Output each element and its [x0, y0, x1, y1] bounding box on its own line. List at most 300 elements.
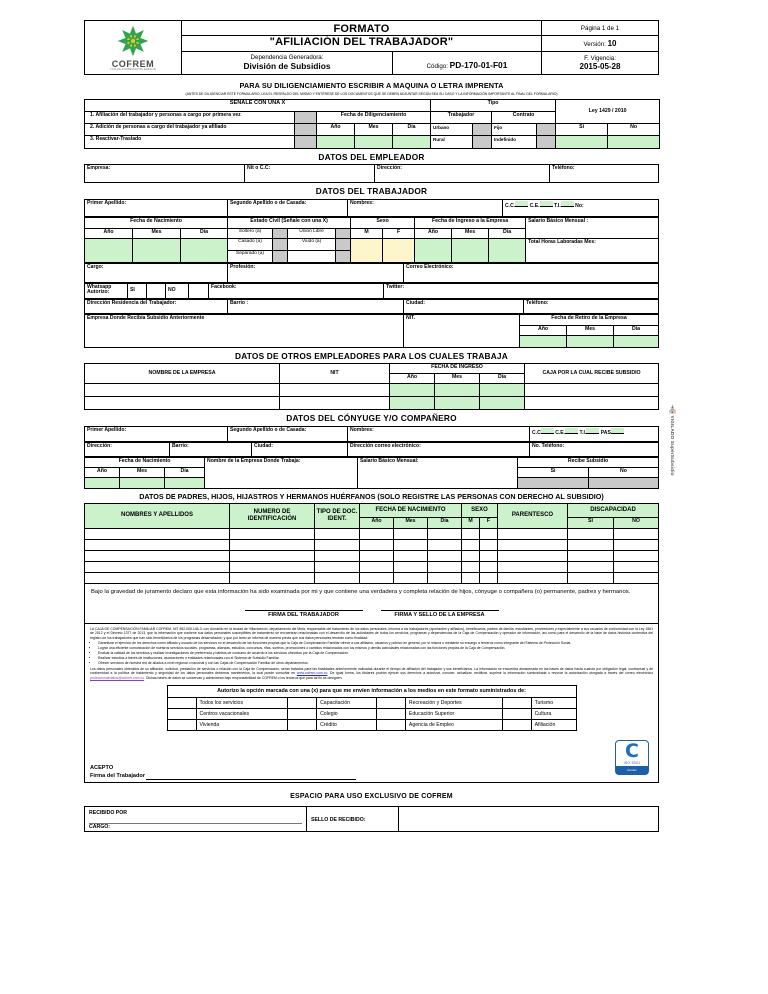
- acepto-block: [90, 765, 653, 781]
- legal-p2-part-a: Los datos personales obtenidos de su afiliación, solicitud, prestación de servicios o relación con la Caja de Compensación, serán tratados para las finalidades anteriormente indicadas durante el tiempo de afiliación del trabajador y sus beneficiarios. La información se encuentra almacenada en las bases de datos hasta cuando por obligación legal, contractual y de conformidad a la política de tratamiento y seguridad de los datos personales debamos mantenerlos, la cual puede consultar en: [90, 666, 653, 676]
- viudo-label: Viudo (a): [288, 238, 336, 250]
- table-row: [167, 708, 576, 719]
- table-row: [85, 540, 659, 551]
- trabajador-profesion-field[interactable]: [228, 263, 404, 282]
- conyuge-primer-apellido-field[interactable]: [85, 426, 228, 441]
- ben-numero-input[interactable]: [230, 573, 315, 584]
- ben-parentesco-input[interactable]: [498, 540, 568, 551]
- ben-no-label: NO: [614, 518, 659, 529]
- document-header: [84, 20, 659, 75]
- autorizo-check-r2c1[interactable]: [167, 708, 196, 719]
- nit-anterior-label: NIT.: [406, 314, 416, 321]
- diligenciamiento-anio-input[interactable]: [317, 135, 355, 148]
- conyuge-nacimiento-table: [84, 457, 659, 489]
- empleador-empresa-label: Empresa:: [87, 165, 111, 171]
- twitter-field[interactable]: [384, 283, 659, 298]
- list-item: • Garantizar el ejercicio de los derechos como afiliado y usuario de los servicios en el desarrollo de las funciones propias que la Caja de Compensación Familiar ofrece a sus afiliados, usuarios y público en general, por sí misma o mediante su encargo a terceros como integrante del Sistema de Protección Social.: [98, 641, 653, 646]
- senale-title: SEÑALE CON UNA X: [85, 99, 431, 111]
- senale-table: [84, 99, 660, 149]
- oe-dia-input[interactable]: [480, 397, 525, 410]
- conyuge-direccion-label: Dirección:: [87, 442, 112, 449]
- autorizo-label-r1c2: Capacitación: [317, 697, 377, 708]
- firma-trabajador-label: FIRMA DEL TRABAJADOR: [268, 611, 339, 618]
- conyuge-doc-pas-check[interactable]: [611, 428, 624, 434]
- table-row: [85, 397, 659, 410]
- conyuge-subsidio-si-check[interactable]: [518, 477, 589, 488]
- conyuge-correo-label: Dirección correo electrónico:: [350, 442, 421, 449]
- retiro-anio-input[interactable]: [520, 335, 567, 347]
- ben-mes-input[interactable]: [394, 540, 428, 551]
- ben-anio-label: Año: [360, 518, 394, 529]
- nit-anterior-field[interactable]: [404, 314, 520, 347]
- espacio-cofrem-title: ESPACIO PARA USO EXCLUSIVO DE COFREM: [290, 793, 453, 801]
- trabajador-cargo-field[interactable]: [85, 263, 228, 282]
- conyuge-doc-ti-check[interactable]: [586, 428, 599, 434]
- conyuge-documento-field[interactable]: [530, 426, 659, 441]
- cofrem-logo: [85, 21, 182, 75]
- recibido-table: [84, 806, 659, 832]
- trabajador-cargo-table: [84, 263, 659, 283]
- empleador-nit-field[interactable]: [245, 165, 375, 183]
- empleador-table: [84, 164, 659, 183]
- retiro-dia-input[interactable]: [614, 335, 659, 347]
- firma-trabajador-acepto-label: Firma del Trabajador: [90, 772, 146, 779]
- ben-no-input[interactable]: [614, 529, 659, 540]
- oe-nit-input[interactable]: [280, 397, 390, 410]
- list-item: • Realizar estudios a través de instituciones, asociaciones o entidades relacionadas con el Sistema de Subsidio Familiar.: [98, 656, 653, 661]
- ben-dia-input[interactable]: [428, 551, 462, 562]
- ciudad-field[interactable]: [404, 299, 524, 313]
- conyuge-subsidio-si-label: Si: [518, 467, 589, 477]
- firma-trabajador-acepto-line[interactable]: [146, 772, 356, 780]
- senale-option-3-check[interactable]: [295, 135, 317, 148]
- ing-dia-label: Día: [489, 228, 526, 238]
- viudo-check[interactable]: [336, 238, 351, 250]
- iso-badge-top: [615, 740, 649, 767]
- autorizo-check-r3c4[interactable]: [502, 719, 531, 730]
- soltero-check[interactable]: [273, 228, 288, 238]
- ben-f-input[interactable]: [480, 529, 498, 540]
- legal-p2-part-c: . Dichas bases de datos se conservan y administran bajo responsabilidad de COFREM o los terceros que para tal fin se designen.: [144, 676, 343, 681]
- table-row: [167, 719, 576, 730]
- conyuge-nac-anio-input[interactable]: [85, 477, 120, 488]
- estado-civil-blank: [288, 250, 336, 262]
- vigilado-supersubsidio-watermark: [668, 404, 677, 476]
- ley-no-label: No: [608, 123, 660, 135]
- autorizo-label-r2c1: Centros vacacionales: [196, 708, 288, 719]
- conyuge-section-title: DATOS DEL CÓNYUGE Y/O COMPAÑERO: [286, 413, 457, 423]
- oe-anio-input[interactable]: [390, 397, 435, 410]
- ben-nombres-input[interactable]: [85, 529, 230, 540]
- ben-si-input[interactable]: [568, 540, 614, 551]
- conyuge-segundo-apellido-label: Segundo Apellido o de Casada:: [230, 426, 307, 433]
- oe-caja-input[interactable]: [525, 397, 659, 410]
- conyuge-barrio-field[interactable]: [170, 442, 252, 456]
- estado-civil-blank-check[interactable]: [336, 250, 351, 262]
- autorizo-check-r2c2[interactable]: [288, 708, 317, 719]
- diligenciamiento-dia-label: Día: [393, 123, 431, 135]
- trabajador-sexo-header: Sexo: [351, 217, 415, 228]
- fecha-retiro-header: Fecha de Retiro de la Empresa: [520, 314, 659, 325]
- ben-numero-input[interactable]: [230, 551, 315, 562]
- diligenciamiento-mes-input[interactable]: [355, 135, 393, 148]
- empleador-empresa-field[interactable]: [85, 165, 245, 183]
- oe-mes-input[interactable]: [435, 397, 480, 410]
- conyuge-doc-pas-label: PAS: [600, 429, 611, 436]
- ben-mes-input[interactable]: [394, 573, 428, 584]
- trabajador-estado-civil-header: Estado Civil (Señale con una X): [228, 217, 351, 228]
- ben-numero-input[interactable]: [230, 529, 315, 540]
- trabajador-telefono-field[interactable]: [524, 299, 659, 313]
- whatsapp-no-check[interactable]: [189, 283, 209, 298]
- oe-caja-input[interactable]: [525, 384, 659, 397]
- ben-no-input[interactable]: [614, 562, 659, 573]
- conyuge-doc-ce-check[interactable]: [565, 428, 578, 434]
- autorizo-check-r3c2[interactable]: [288, 719, 317, 730]
- ben-si-input[interactable]: [568, 529, 614, 540]
- flower-logo-icon: [116, 24, 150, 58]
- empleador-telefono-field[interactable]: [550, 165, 659, 183]
- ben-dia-input[interactable]: [428, 562, 462, 573]
- ben-no-input[interactable]: [614, 573, 659, 584]
- sexo-m-label: M: [351, 228, 383, 238]
- nac-anio-label: Año: [85, 228, 133, 238]
- ben-tipo-input[interactable]: [315, 551, 360, 562]
- ben-no-input[interactable]: [614, 551, 659, 562]
- conyuge-doc-ce-label: C.E.: [555, 429, 566, 436]
- facebook-label: Facebook:: [211, 283, 237, 290]
- contrato-header: Contrato: [492, 111, 556, 123]
- signature-space: [90, 731, 653, 765]
- recibido-por-field[interactable]: [85, 807, 307, 832]
- ben-m-input[interactable]: [462, 540, 480, 551]
- empleador-section-title: DATOS DEL EMPLEADOR: [318, 151, 425, 162]
- ben-parentesco-input[interactable]: [498, 529, 568, 540]
- nac-mes-input[interactable]: [133, 238, 181, 262]
- ben-si-input[interactable]: [568, 573, 614, 584]
- conyuge-doc-cc-label: C.C: [532, 429, 541, 436]
- vigencia-cell: [542, 52, 659, 75]
- conyuge-nac-dia-label: Día: [165, 467, 205, 477]
- nac-anio-input[interactable]: [85, 238, 133, 262]
- list-item: • Ofrecer servicios de nuestra red de aliados a nivel regional o nacional y con las Cajas de Compensación Familiar de otros departamentos.: [98, 661, 653, 666]
- oe-nit-input[interactable]: [280, 384, 390, 397]
- ben-nombres-input[interactable]: [85, 573, 230, 584]
- conyuge-empresa-field[interactable]: [205, 457, 358, 488]
- oe-anio-label: Año: [390, 374, 435, 384]
- conyuge-empresa-label: Nombre de la Empresa Donde Trabaja:: [207, 457, 301, 464]
- ben-parentesco-input[interactable]: [498, 562, 568, 573]
- house-icon: ⛪: [668, 404, 677, 414]
- ing-anio-input[interactable]: [415, 238, 452, 262]
- legal-box: [84, 624, 659, 784]
- autorizo-check-r3c1[interactable]: [167, 719, 196, 730]
- whatsapp-si-check[interactable]: [147, 283, 166, 298]
- ben-tipo-input[interactable]: [315, 562, 360, 573]
- oe-nombre-input[interactable]: [85, 397, 280, 410]
- ben-si-label: SI: [568, 518, 614, 529]
- list-item: • Evaluar la calidad de los servicios y realizar investigaciones de preferencia y hábitos de consumo de acuerdo a los servicios ofrecidos por la Caja de Compensación.: [98, 651, 653, 656]
- empresa-anterior-field[interactable]: [85, 314, 404, 347]
- oe-mes-input[interactable]: [435, 384, 480, 397]
- rural-check[interactable]: [473, 135, 492, 148]
- oe-nombre-empresa-header: NOMBRE DE LA EMPRESA: [85, 364, 280, 384]
- autorizo-check-r3c3[interactable]: [376, 719, 405, 730]
- oe-caja-header: CAJA POR LA CUAL RECIBE SUBSIDIO: [525, 364, 659, 384]
- fijo-label: Fijo: [494, 124, 503, 130]
- urbano-check[interactable]: [473, 123, 492, 135]
- ben-mes-input[interactable]: [394, 562, 428, 573]
- conyuge-salario-field[interactable]: [358, 457, 518, 488]
- format-subtitle-cell: [182, 36, 542, 52]
- ben-anio-input[interactable]: [360, 529, 394, 540]
- ing-dia-input[interactable]: [489, 238, 526, 262]
- autorizo-check-r2c3[interactable]: [376, 708, 405, 719]
- ben-mes-input[interactable]: [394, 529, 428, 540]
- barrio-field[interactable]: [228, 299, 404, 313]
- twitter-label: Twitter:: [386, 283, 405, 290]
- ben-anio-input[interactable]: [360, 540, 394, 551]
- conyuge-subsidio-no-check[interactable]: [589, 477, 659, 488]
- conyuge-primer-apellido-label: Primer Apellido:: [87, 426, 127, 433]
- conyuge-ciudad-field[interactable]: [252, 442, 348, 456]
- empleador-nit-label: Nit o C.C:: [247, 165, 271, 171]
- empleador-direccion-label: Dirección:: [377, 165, 402, 171]
- ben-mes-label: Mes: [394, 518, 428, 529]
- dependencia-label: Dependencia Generadora:: [250, 54, 324, 61]
- instruction-main: PARA SU DILIGENCIAMIENTO ESCRIBIR A MAQUINA O LETRA IMPRENTA: [239, 81, 504, 90]
- senale-option-1-check[interactable]: [295, 111, 317, 123]
- conyuge-fecha-nac-header: Fecha de Nacimiento: [85, 457, 205, 467]
- ben-dia-input[interactable]: [428, 529, 462, 540]
- oe-nit-header: NIT: [280, 364, 390, 384]
- ben-f-input[interactable]: [480, 540, 498, 551]
- iso-standard-label: ISO 9001: [623, 761, 641, 766]
- retiro-mes-input[interactable]: [567, 335, 614, 347]
- oe-anio-input[interactable]: [390, 384, 435, 397]
- doc-ti-label: T.I.: [553, 202, 561, 209]
- oe-fecha-ingreso-header: FECHA DE INGRESO: [390, 364, 525, 374]
- ben-mes-input[interactable]: [394, 551, 428, 562]
- table-row: [167, 697, 576, 708]
- casado-check[interactable]: [273, 238, 288, 250]
- nac-dia-input[interactable]: [181, 238, 228, 262]
- autorizo-label-r1c1: Todos los servicios: [196, 697, 288, 708]
- ciudad-label: Ciudad:: [406, 299, 425, 306]
- direccion-residencia-field[interactable]: [85, 299, 228, 313]
- trabajador-segundo-apellido-field[interactable]: [228, 199, 348, 216]
- conyuge-segundo-apellido-field[interactable]: [228, 426, 348, 441]
- ben-m-input[interactable]: [462, 562, 480, 573]
- autorizo-check-r1c4[interactable]: [502, 697, 531, 708]
- ben-m-input[interactable]: [462, 573, 480, 584]
- indefinido-check[interactable]: [537, 135, 556, 148]
- conyuge-nac-dia-input[interactable]: [165, 477, 205, 488]
- ben-f-input[interactable]: [480, 573, 498, 584]
- cofrem-website-link[interactable]: www.cofrem.com.co: [296, 671, 328, 676]
- trabajador-telefono-label: Teléfono:: [526, 299, 549, 306]
- conyuge-nombres-label: Nombres:: [350, 426, 374, 433]
- oe-dia-input[interactable]: [480, 384, 525, 397]
- ben-parentesco-input[interactable]: [498, 551, 568, 562]
- ben-anio-input[interactable]: [360, 562, 394, 573]
- format-title-line1: FORMATO: [333, 23, 390, 35]
- conyuge-doc-ti-label: T.I.: [579, 429, 587, 436]
- page-number: Página 1 de 1: [580, 24, 620, 32]
- ben-dia-input[interactable]: [428, 540, 462, 551]
- otros-empleadores-table: [84, 363, 659, 410]
- cofrem-wordmark: COFREM: [111, 59, 155, 69]
- barrio-label: Barrio :: [230, 299, 249, 306]
- ben-parentesco-input[interactable]: [498, 573, 568, 584]
- doc-ce-check[interactable]: [540, 201, 553, 207]
- trabajador-salario-field[interactable]: [526, 217, 659, 238]
- autorizo-label-r3c1: Vivienda: [196, 719, 288, 730]
- oe-nombre-input[interactable]: [85, 384, 280, 397]
- ben-m-input[interactable]: [462, 551, 480, 562]
- ing-anio-label: Año: [415, 228, 452, 238]
- autorizo-label-r1c4: Turismo: [531, 697, 576, 708]
- direccion-residencia-label: Dirección Residencia del Trabajador:: [87, 299, 177, 306]
- union-libre-label: Unión Libre: [288, 228, 336, 238]
- ben-tipo-input[interactable]: [315, 529, 360, 540]
- codigo-value: PD-170-01-F01: [449, 59, 508, 70]
- ben-anio-input[interactable]: [360, 551, 394, 562]
- table-row: [85, 562, 659, 573]
- doc-ti-check[interactable]: [561, 201, 574, 207]
- diligenciamiento-anio-label: Año: [317, 123, 355, 135]
- ben-sexo-header: SEXO: [462, 504, 498, 518]
- autorizo-check-r1c1[interactable]: [167, 697, 196, 708]
- empleador-telefono-label: Teléfono:: [552, 165, 575, 171]
- trabajador-nombres-label: Nombres:: [350, 199, 374, 206]
- acepto-label: ACEPTO: [90, 764, 114, 771]
- ley-header: Ley 1429 / 2010: [556, 99, 660, 123]
- ben-numero-input[interactable]: [230, 562, 315, 573]
- trabajador-primer-apellido-field[interactable]: [85, 199, 228, 216]
- conyuge-ciudad-label: Ciudad:: [254, 442, 273, 449]
- trabajador-profesion-label: Profesión:: [230, 263, 256, 270]
- conyuge-subsidio-no-label: No: [589, 467, 659, 477]
- autorizo-check-r1c2[interactable]: [288, 697, 317, 708]
- trabajador-residencia-table: [84, 299, 659, 314]
- fijo-check[interactable]: [537, 123, 556, 135]
- conyuge-direccion-field[interactable]: [85, 442, 170, 456]
- sello-recibido-field[interactable]: [399, 807, 659, 832]
- trabajador-details-table: [84, 217, 659, 263]
- ben-tipo-input[interactable]: [315, 573, 360, 584]
- ben-anio-input[interactable]: [360, 573, 394, 584]
- ben-f-input[interactable]: [480, 551, 498, 562]
- whatsapp-label-line2: Autorizo:: [87, 289, 110, 296]
- retiro-anio-label: Año: [520, 325, 567, 335]
- trabajador-nombres-field[interactable]: [348, 199, 503, 216]
- vigencia-label: F. Vigencia:: [584, 55, 616, 62]
- conyuge-nombres-field[interactable]: [348, 426, 530, 441]
- ben-dia-label: Día: [428, 518, 462, 529]
- separado-check[interactable]: [273, 250, 288, 262]
- autorizo-label-r2c2: Colegio: [317, 708, 377, 719]
- ben-si-input[interactable]: [568, 562, 614, 573]
- trabajador-horas-field[interactable]: [526, 238, 659, 262]
- version-value: 10: [607, 39, 617, 48]
- facebook-field[interactable]: [209, 283, 384, 298]
- beneficiarios-table: [84, 503, 659, 584]
- recibido-por-line: [89, 817, 302, 824]
- conyuge-barrio-label: Barrio:: [172, 442, 189, 449]
- diligenciamiento-mes-label: Mes: [355, 123, 393, 135]
- ben-numero-input[interactable]: [230, 540, 315, 551]
- conyuge-telefono-field[interactable]: [530, 442, 659, 456]
- whatsapp-cell: [85, 283, 128, 298]
- autorizo-label-r1c3: Recreación y Deportes: [405, 697, 502, 708]
- trabajador-header: Trabajador: [431, 111, 492, 123]
- legal-bullet-list: [90, 641, 653, 666]
- firma-empresa-block[interactable]: [381, 610, 499, 618]
- ben-nombres-input[interactable]: [85, 562, 230, 573]
- vigencia-value: 2015-05-28: [579, 62, 621, 71]
- ben-parentesco-header: PARENTESCO: [498, 504, 568, 529]
- ben-si-input[interactable]: [568, 551, 614, 562]
- ben-tipo-doc-header: TIPO DE DOC. IDENT.: [315, 504, 360, 529]
- senale-option-2-check[interactable]: [295, 123, 317, 135]
- list-item: • Lograr una eficiente comunicación de nuestros servicios sociales, programas, alianzas, estudios, concursos, rifas, sorteos, promociones o cambios relacionados con los mismos y demás actividades relacionadas con las funciones propias de la Caja de Compensación.: [98, 646, 653, 651]
- ley-si-check[interactable]: [556, 135, 608, 148]
- version-cell: [542, 36, 659, 52]
- autorizo-check-r2c4[interactable]: [502, 708, 531, 719]
- ing-mes-input[interactable]: [452, 238, 489, 262]
- ben-nombres-input[interactable]: [85, 551, 230, 562]
- doc-cc-check[interactable]: [515, 201, 528, 207]
- format-title-cell: [182, 21, 542, 36]
- ben-dia-input[interactable]: [428, 573, 462, 584]
- codigo-cell: [393, 52, 542, 75]
- empleador-direccion-field[interactable]: [375, 165, 550, 183]
- trabajador-documento-field[interactable]: [503, 199, 659, 216]
- sexo-m-input[interactable]: [351, 238, 383, 262]
- ben-nombres-input[interactable]: [85, 540, 230, 551]
- table-row: [85, 529, 659, 540]
- dependencia-value: División de Subsidios: [243, 61, 331, 71]
- diligenciamiento-dia-input[interactable]: [393, 135, 431, 148]
- ben-no-input[interactable]: [614, 540, 659, 551]
- doc-cc-label: C.C.: [505, 202, 516, 209]
- senale-option-3: 3. Reactivar-Traslado: [90, 135, 142, 142]
- ing-mes-label: Mes: [452, 228, 489, 238]
- trabajador-social-table: [84, 283, 659, 299]
- autorizo-label-r3c3: Agencia de Empleo: [405, 719, 502, 730]
- recibido-cargo-label: CARGO:: [89, 824, 111, 831]
- ley-no-check[interactable]: [608, 135, 660, 148]
- conyuge-telefono-label: No. Teléfono:: [532, 442, 565, 449]
- firma-trabajador-block[interactable]: [245, 610, 363, 618]
- whatsapp-si-label: SI: [130, 287, 135, 294]
- conyuge-doc-cc-check[interactable]: [541, 428, 554, 434]
- union-libre-check[interactable]: [336, 228, 351, 238]
- soltero-label: Soltero (a): [228, 228, 273, 238]
- ben-tipo-input[interactable]: [315, 540, 360, 551]
- ben-m-input[interactable]: [462, 529, 480, 540]
- retiro-mes-label: Mes: [567, 325, 614, 335]
- conyuge-nac-mes-input[interactable]: [120, 477, 165, 488]
- conyuge-nac-anio-label: Año: [85, 467, 120, 477]
- ben-f-input[interactable]: [480, 562, 498, 573]
- conyuge-correo-field[interactable]: [348, 442, 530, 456]
- proteccion-datos-email-link[interactable]: protecciondedatos@cofrem.com.co: [90, 676, 145, 681]
- trabajador-correo-field[interactable]: [404, 263, 659, 282]
- sexo-f-input[interactable]: [383, 238, 415, 262]
- autorizo-check-r1c3[interactable]: [376, 697, 405, 708]
